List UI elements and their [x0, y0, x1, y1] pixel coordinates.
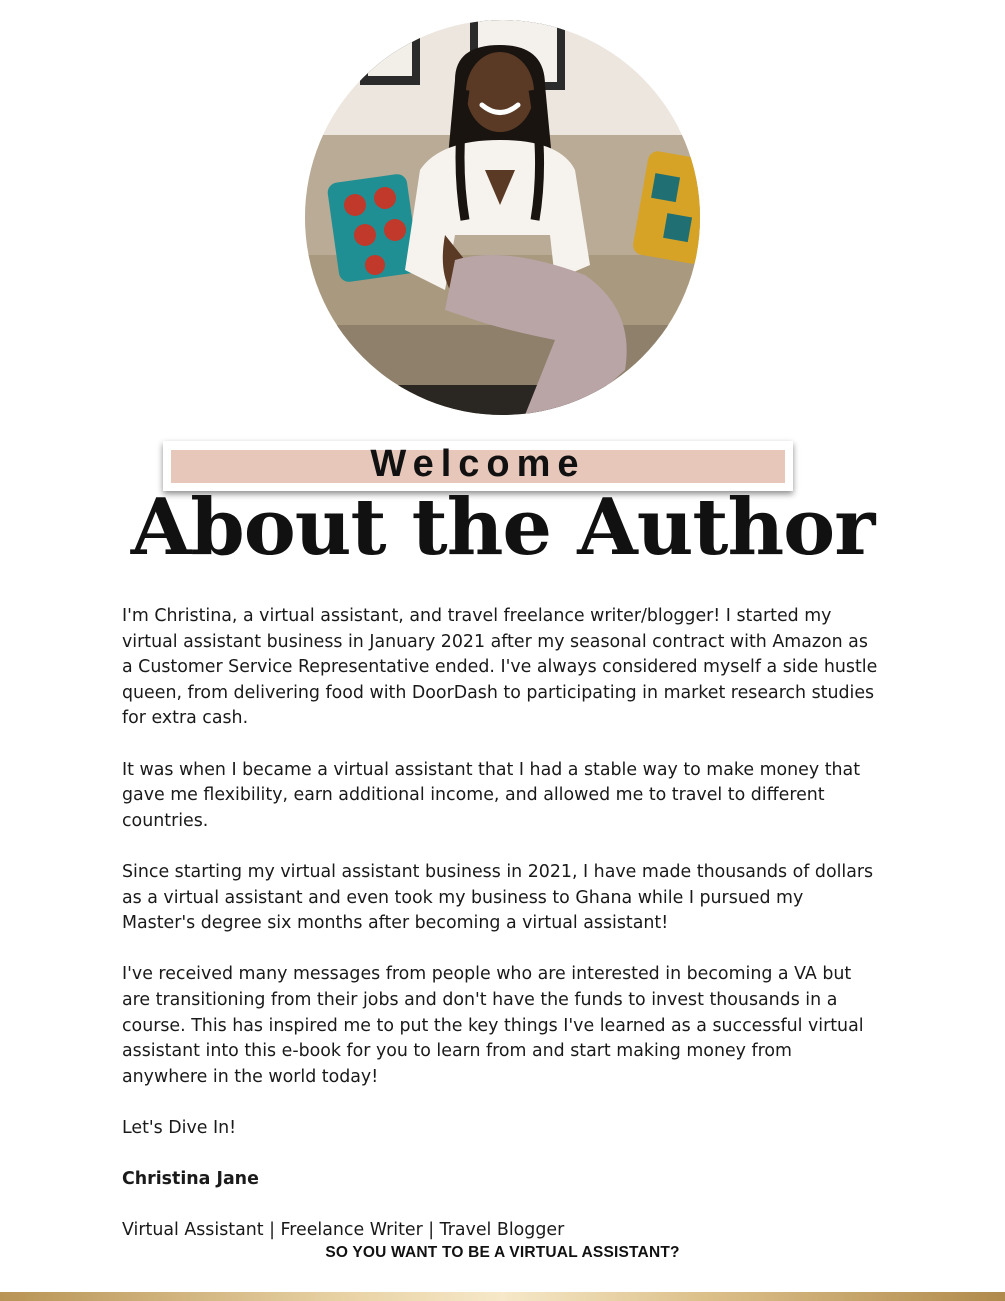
bio-paragraph-5: Let's Dive In! [122, 1117, 237, 1138]
signature-role: Virtual Assistant | Freelance Writer | Travel Blogger [122, 1220, 565, 1241]
welcome-label: Welcome [370, 443, 586, 485]
bio-paragraph-4: I've received many messages from people who are interested in becoming a VA but are transitioning from their jobs and don't have the funds to invest thousands in a course. This has inspired me to put the key things I've learned as a successful virtual assistant into this e-book for you to learn from and start making money from anywhere in the world today! [122, 964, 864, 1087]
author-photo-illustration [305, 20, 700, 415]
bio-paragraph-1: I'm Christina, a virtual assistant, and travel freelance writer/blogger! I started my virtual assistant business in January 2021 after my seasonal contract with Amazon as a Customer Service Representative ended. I've always considered myself a side hustle queen, from delivering food with DoorDash to participating in market research studies for extra cash. [122, 606, 878, 729]
gold-footer-strip [0, 1292, 1005, 1301]
page-title: About the Author [130, 482, 875, 573]
author-bio [122, 604, 882, 1269]
bio-paragraph-2: It was when I became a virtual assistant that I had a stable way to make money that gave me flexibility, earn additional income, and allowed me to travel to different countries. [122, 759, 861, 831]
author-portrait [305, 20, 700, 415]
bio-paragraph-3: Since starting my virtual assistant business in 2021, I have made thousands of dollars as a virtual assistant and even took my business to Ghana while I pursued my Master's degree six months after becoming a virtual assistant! [122, 861, 874, 934]
footer-book-title: SO YOU WANT TO BE A VIRTUAL ASSISTANT? [325, 1244, 680, 1261]
signature-name: Christina Jane [122, 1169, 259, 1190]
